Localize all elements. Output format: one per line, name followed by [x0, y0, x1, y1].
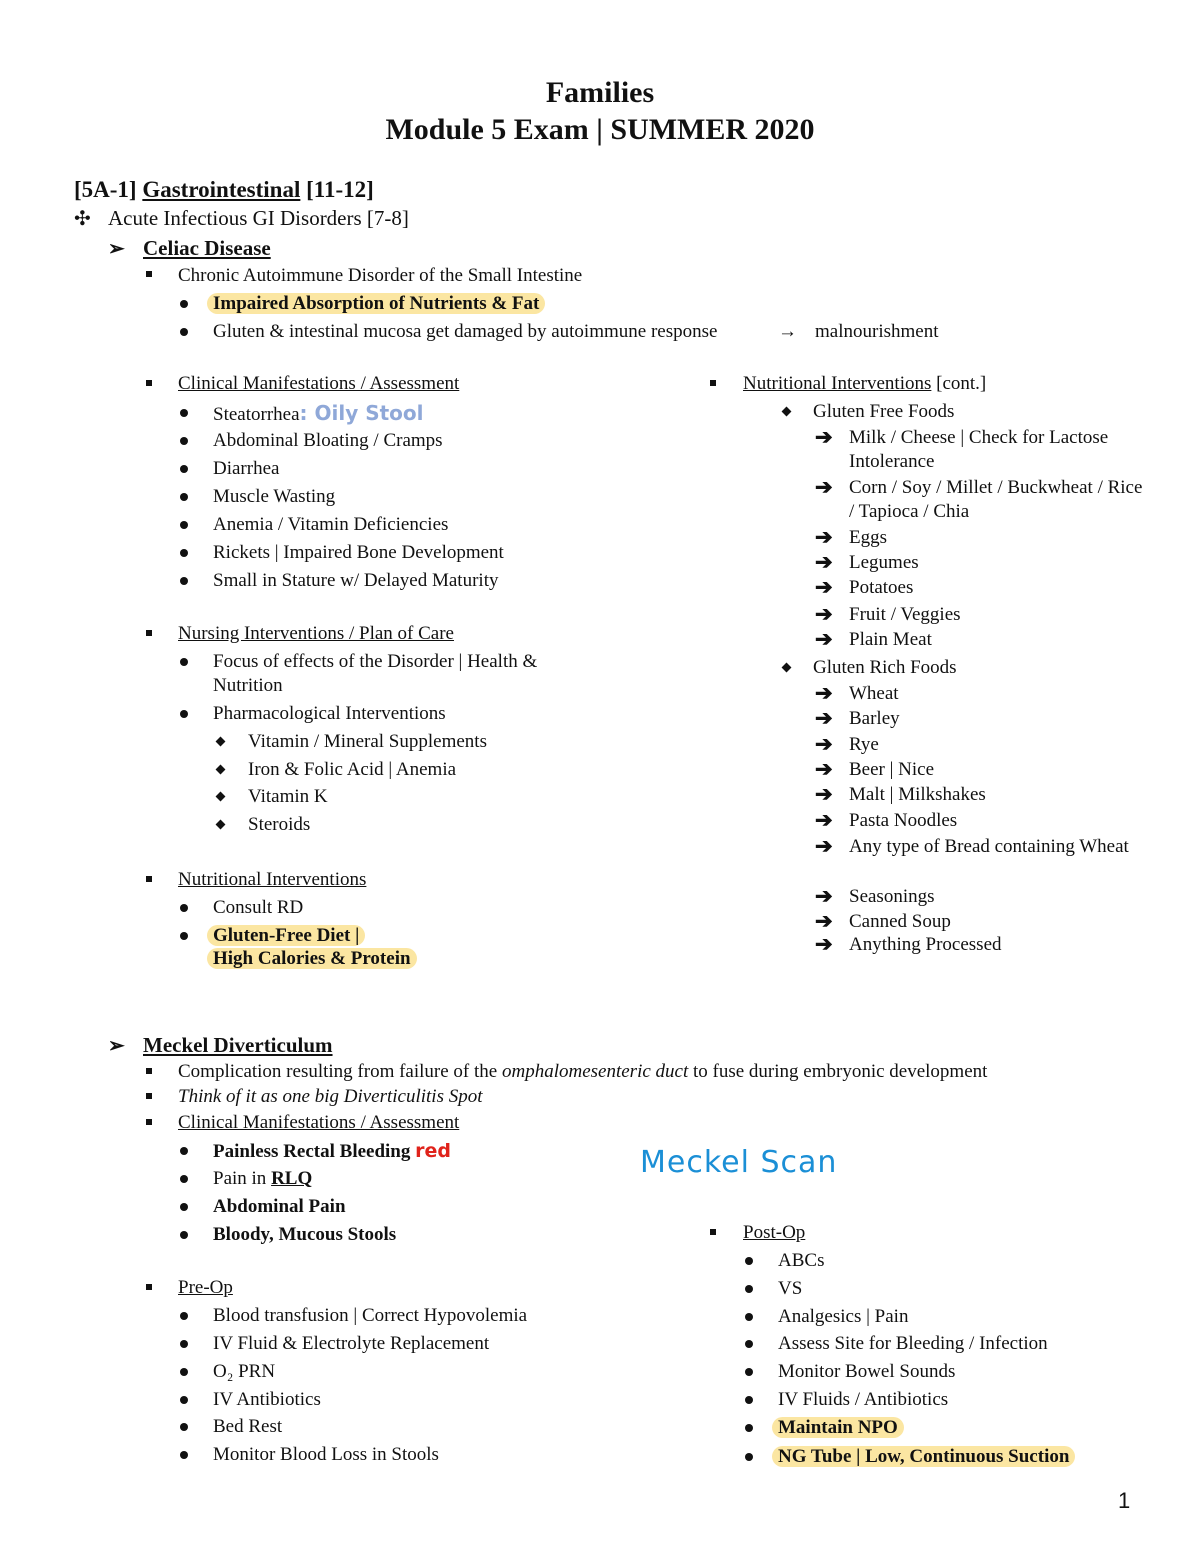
bold-right-arrow-icon: ➔ — [815, 782, 833, 806]
bold-right-arrow-icon: ➔ — [815, 525, 833, 549]
bullet-icon — [180, 577, 188, 585]
diamond-bullet-icon — [216, 765, 226, 775]
bold-right-arrow-icon: ➔ — [815, 834, 833, 858]
bold-right-arrow-icon: ➔ — [815, 932, 833, 956]
cm-item: Steatorrhea: Oily Stool — [213, 401, 424, 425]
bold-right-arrow-icon: ➔ — [815, 475, 833, 499]
gf-item: Legumes — [849, 552, 919, 573]
gr-item: Anything Processed — [849, 934, 1002, 955]
bold-right-arrow-icon: ➔ — [815, 757, 833, 781]
square-bullet-icon — [710, 380, 716, 386]
cm-item: Abdominal Bloating / Cramps — [213, 430, 443, 451]
gf-heading: Gluten Free Foods — [813, 401, 955, 422]
bullet-icon — [180, 521, 188, 529]
doc-title: Families — [545, 76, 655, 109]
meckel-cm-item: Abdominal Pain — [213, 1196, 346, 1217]
bullet-icon — [745, 1368, 753, 1376]
nut-item: Consult RD — [213, 897, 304, 918]
bold-right-arrow-icon: ➔ — [815, 706, 833, 730]
gf-item: Potatoes — [849, 577, 914, 598]
nut-cont-heading: Nutritional Interventions [cont.] — [743, 373, 987, 394]
four-diamond-icon: ✣ — [74, 208, 91, 230]
diamond-bullet-icon — [216, 792, 226, 802]
bullet-icon — [180, 1175, 188, 1183]
diamond-bullet-icon — [216, 820, 226, 830]
handwritten-annotation: : Oily Stool — [299, 401, 424, 425]
square-bullet-icon — [146, 876, 152, 882]
square-bullet-icon — [146, 1068, 152, 1074]
pharm-item: Vitamin K — [248, 786, 328, 807]
gf-item: Plain Meat — [849, 629, 932, 650]
square-bullet-icon — [146, 1284, 152, 1290]
preop-heading: Pre-Op — [178, 1277, 233, 1298]
bullet-icon — [745, 1340, 753, 1348]
preop-item: Monitor Blood Loss in Stools — [213, 1444, 439, 1465]
celiac-ni-heading: Nursing Interventions / Plan of Care — [178, 623, 454, 644]
gf-item: Corn / Soy / Millet / Buckwheat / Rice / Tapioca / Chia — [849, 477, 1143, 522]
bold-right-arrow-icon: ➔ — [815, 681, 833, 705]
meckel-description: Complication resulting from failure of the omphalomesenteric duct to fuse during embryonic development — [178, 1061, 988, 1082]
bullet-icon — [180, 1451, 188, 1459]
bullet-icon — [180, 1312, 188, 1320]
doc-subtitle: Module 5 Exam | SUMMER 2020 — [385, 113, 815, 146]
bold-right-arrow-icon: ➔ — [815, 602, 833, 626]
bullet-icon — [180, 1147, 188, 1155]
pharm-item: Steroids — [248, 814, 311, 835]
meckel-heading: Meckel Diverticulum — [143, 1033, 333, 1057]
meckel-cm-item: Pain in RLQ — [213, 1168, 313, 1189]
bullet-icon — [180, 1231, 188, 1239]
celiac-def-item: Gluten & intestinal mucosa get damaged by autoimmune response — [213, 321, 718, 342]
celiac-heading: Celiac Disease — [143, 236, 271, 260]
postop-item: Maintain NPO — [772, 1416, 904, 1440]
gf-item: Eggs — [849, 527, 887, 548]
bold-right-arrow-icon: ➔ — [815, 808, 833, 832]
square-bullet-icon — [146, 380, 152, 386]
gr-item: Pasta Noodles — [849, 810, 958, 831]
celiac-cm-heading: Clinical Manifestations / Assessment — [178, 373, 460, 394]
bold-right-arrow-icon: ➔ — [815, 425, 833, 449]
postop-item: ABCs — [778, 1250, 825, 1271]
postop-item: NG Tube | Low, Continuous Suction — [772, 1445, 1075, 1469]
section-heading: [5A-1] Gastrointestinal [11-12] — [74, 177, 374, 202]
gr-item: Malt | Milkshakes — [849, 784, 986, 805]
bold-right-arrow-icon: ➔ — [815, 575, 833, 599]
cm-item: Anemia / Vitamin Deficiencies — [213, 514, 449, 535]
cm-item: Rickets | Impaired Bone Development — [213, 542, 504, 563]
bullet-icon — [180, 1396, 188, 1404]
postop-heading: Post-Op — [743, 1222, 806, 1243]
postop-item: Assess Site for Bleeding / Infection — [778, 1333, 1048, 1354]
subsection-heading: Acute Infectious GI Disorders [7-8] — [108, 206, 409, 230]
page-number: 1 — [1118, 1488, 1131, 1513]
preop-item: IV Antibiotics — [213, 1389, 321, 1410]
bullet-icon — [745, 1285, 753, 1293]
ni-item: Pharmacological Interventions — [213, 703, 446, 724]
bullet-icon — [745, 1257, 753, 1265]
bullet-icon — [180, 300, 188, 308]
bold-right-arrow-icon: ➔ — [815, 884, 833, 908]
pharm-item: Vitamin / Mineral Supplements — [248, 731, 487, 752]
preop-item: IV Fluid & Electrolyte Replacement — [213, 1333, 490, 1354]
gr-item: Canned Soup — [849, 911, 951, 932]
preop-item: Bed Rest — [213, 1416, 283, 1437]
gr-item: Any type of Bread containing Wheat — [849, 836, 1129, 857]
postop-item: Monitor Bowel Sounds — [778, 1361, 956, 1382]
pharm-item: Iron & Folic Acid | Anemia — [248, 759, 457, 780]
postop-item: VS — [778, 1278, 803, 1299]
meckel-cm-heading: Clinical Manifestations / Assessment — [178, 1112, 460, 1133]
gr-heading: Gluten Rich Foods — [813, 657, 957, 678]
square-bullet-icon — [146, 271, 152, 277]
nut-item: High Calories & Protein — [207, 947, 417, 971]
bullet-icon — [180, 710, 188, 718]
diamond-bullet-icon — [216, 737, 226, 747]
preop-item: Blood transfusion | Correct Hypovolemia — [213, 1305, 528, 1326]
celiac-def-item: Impaired Absorption of Nutrients & Fat — [207, 292, 545, 316]
bullet-icon — [745, 1424, 753, 1432]
cm-item: Small in Stature w/ Delayed Maturity — [213, 570, 499, 591]
bullet-icon — [180, 1340, 188, 1348]
bullet-icon — [180, 465, 188, 473]
bullet-icon — [180, 549, 188, 557]
gr-item: Rye — [849, 734, 879, 755]
meckel-cm-item: Bloody, Mucous Stools — [213, 1224, 397, 1245]
bullet-icon — [180, 904, 188, 912]
gr-item: Barley — [849, 708, 900, 729]
square-bullet-icon — [146, 1093, 152, 1099]
bullet-icon — [745, 1453, 753, 1461]
gf-item: Milk / Cheese | Check for Lactose Intolerance — [849, 427, 1109, 472]
handwritten-annotation: red — [415, 1140, 451, 1162]
bullet-icon — [180, 493, 188, 501]
bullet-icon — [180, 1203, 188, 1211]
ni-item: Focus of effects of the Disorder | Health & Nutrition — [213, 651, 538, 696]
bold-right-arrow-icon: ➔ — [815, 627, 833, 651]
bullet-icon — [180, 658, 188, 666]
arrowhead-icon: ➢ — [108, 1035, 125, 1057]
gf-item: Fruit / Veggies — [849, 604, 961, 625]
handwritten-annotation: Meckel Scan — [640, 1145, 838, 1180]
bullet-icon — [180, 409, 188, 417]
postop-item: IV Fluids / Antibiotics — [778, 1389, 949, 1410]
bullet-icon — [180, 328, 188, 336]
bullet-icon — [745, 1313, 753, 1321]
bold-right-arrow-icon: ➔ — [815, 909, 833, 933]
right-arrow-icon: → — [778, 321, 797, 342]
square-bullet-icon — [710, 1229, 716, 1235]
celiac-definition: Chronic Autoimmune Disorder of the Small Intestine — [178, 265, 583, 286]
celiac-def-result: malnourishment — [815, 321, 939, 342]
gr-item: Seasonings — [849, 886, 935, 907]
square-bullet-icon — [146, 630, 152, 636]
gr-item: Wheat — [849, 683, 899, 704]
meckel-tip: Think of it as one big Diverticulitis Spot — [178, 1086, 483, 1107]
bullet-icon — [180, 1368, 188, 1376]
bold-right-arrow-icon: ➔ — [815, 550, 833, 574]
meckel-cm-item: Painless Rectal Bleeding red — [213, 1140, 451, 1162]
square-bullet-icon — [146, 1119, 152, 1125]
diamond-bullet-icon — [782, 407, 792, 417]
gr-item: Beer | Nice — [849, 759, 935, 780]
bullet-icon — [180, 1423, 188, 1431]
postop-item: Analgesics | Pain — [778, 1306, 909, 1327]
bullet-icon — [745, 1396, 753, 1404]
cm-item: Diarrhea — [213, 458, 280, 479]
preop-item: O₂ PRN — [213, 1361, 276, 1382]
nut-item: Gluten-Free Diet | — [207, 924, 365, 948]
bullet-icon — [180, 437, 188, 445]
cm-item: Muscle Wasting — [213, 486, 336, 507]
diamond-bullet-icon — [782, 663, 792, 673]
bullet-icon — [180, 932, 188, 940]
celiac-nut-heading: Nutritional Interventions — [178, 869, 367, 890]
bold-right-arrow-icon: ➔ — [815, 732, 833, 756]
arrowhead-icon: ➢ — [108, 238, 125, 260]
